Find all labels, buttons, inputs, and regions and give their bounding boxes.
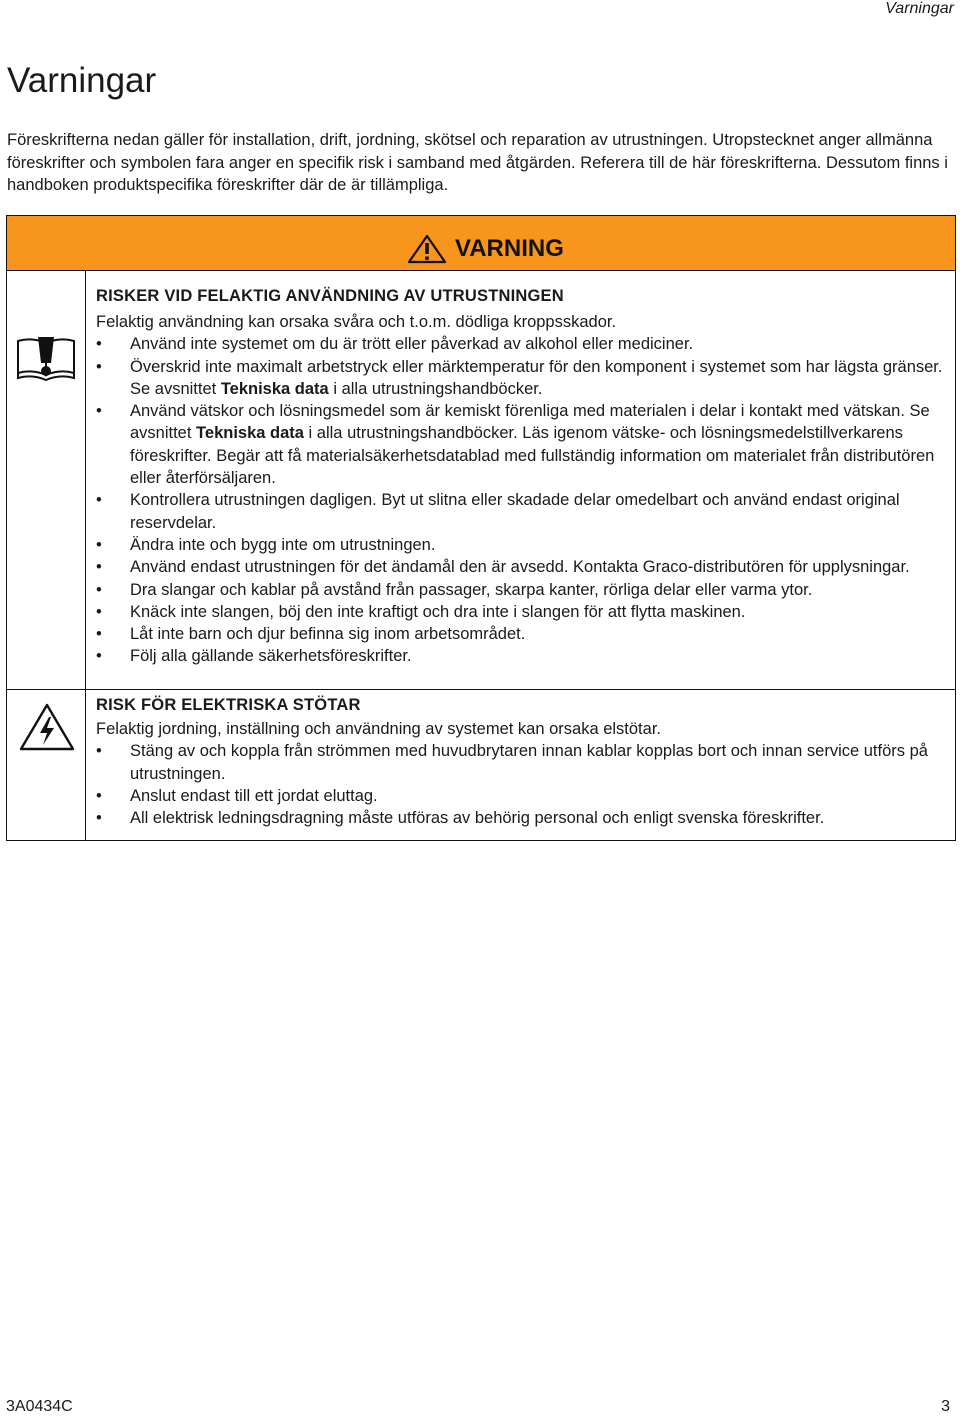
hazard-bullet-list — [96, 333, 945, 667]
hazard-text-cell — [86, 690, 955, 840]
page-number: 3 — [941, 1398, 950, 1415]
bullet-item: • Kontrollera utrustningen dagligen. Byt ut slitna eller skadade delar omedelbart och använd endast original reservdelar. — [96, 489, 945, 534]
bullet-text: i alla utrustningshandböcker. — [328, 379, 543, 398]
electric-shock-icon — [18, 702, 76, 752]
page-title: Varningar — [7, 61, 157, 100]
bullet-text: Använd vätskor och lösningsmedel som är kemiskt förenliga med materialen i delar i kontakt med vätskan. Se avsnittet — [130, 402, 930, 443]
warning-header-label: VARNING — [455, 235, 564, 262]
hazard-bullet-list — [96, 740, 945, 829]
hazard-description: Felaktig användning kan orsaka svåra och t.o.m. dödliga kroppsskador. — [96, 313, 617, 331]
bullet-item — [96, 356, 945, 401]
bullet-item: • All elektrisk ledningsdragning måste utföras av behörig personal och enligt svenska föreskrifter. — [96, 807, 945, 829]
bullet-item: • Ändra inte och bygg inte om utrustningen. — [96, 534, 945, 556]
warning-header — [7, 216, 955, 271]
intro-paragraph: Föreskrifterna nedan gäller för installation, drift, jordning, skötsel och reparation av utrustningen. Utropstecknet anger allmänna föreskrifter och symbolen fara anger en specifik risk i samband med åtgärden. Referera till de här föreskrifterna. Dessutom finns i handboken produktspecifika föreskrifter där de är tillämpliga. — [7, 131, 948, 194]
hazard-icon-cell — [7, 690, 86, 840]
hazard-icon-cell — [7, 271, 86, 689]
bullet-item: • Använd endast utrustningen för det ändamål den är avsedd. Kontakta Graco-distributören för upplysningar. — [96, 556, 945, 578]
bullet-item: • Följ alla gällande säkerhetsföreskrifter. — [96, 645, 945, 667]
warning-triangle-icon — [407, 234, 447, 264]
bullet-bold-text: Tekniska data — [220, 379, 329, 398]
hazard-row-equipment-misuse — [7, 271, 955, 690]
bullet-text: i alla utrustningshandböcker. Läs igenom vätske- och lösningsmedelstillverkarens föreskrifter. Begär att få materialsäkerhetsdatablad med fullständig information om materialet från distributören eller återförsäljaren. — [130, 424, 935, 488]
hazard-title: RISKER VID FELAKTIG ANVÄNDNING AV UTRUSTNINGEN — [96, 287, 564, 305]
running-header: Varningar — [885, 0, 954, 17]
bullet-item: • Låt inte barn och djur befinna sig inom arbetsområdet. — [96, 623, 945, 645]
hazard-text-cell — [86, 271, 955, 689]
bullet-item: • Stäng av och koppla från strömmen med huvudbrytaren innan kablar kopplas bort och innan service utförs på utrustningen. — [96, 740, 945, 785]
bullet-item: • Knäck inte slangen, böj den inte kraftigt och dra inte i slangen för att flytta maskinen. — [96, 601, 945, 623]
document-number: 3A0434C — [6, 1398, 73, 1415]
hazard-title: RISK FÖR ELEKTRISKA STÖTAR — [96, 696, 361, 714]
warning-table — [6, 215, 956, 841]
bullet-item: • Dra slangar och kablar på avstånd från passager, skarpa kanter, rörliga delar eller varma ytor. — [96, 579, 945, 601]
bullet-item: • Anslut endast till ett jordat eluttag. — [96, 785, 945, 807]
bullet-item: • Använd inte systemet om du är trött eller påverkad av alkohol eller mediciner. — [96, 333, 945, 355]
hazard-description: Felaktig jordning, inställning och användning av systemet kan orsaka elstötar. — [96, 720, 661, 738]
equipment-misuse-icon — [15, 333, 77, 383]
hazard-row-electric-shock — [7, 690, 955, 840]
bullet-text: Överskrid inte maximalt arbetstryck eller märktemperatur för den komponent i systemet som har lägsta gränser. Se avsnittet — [130, 357, 943, 398]
bullet-item — [96, 400, 945, 489]
bullet-bold-text: Tekniska data — [196, 424, 304, 443]
warning-header-content — [407, 234, 564, 264]
